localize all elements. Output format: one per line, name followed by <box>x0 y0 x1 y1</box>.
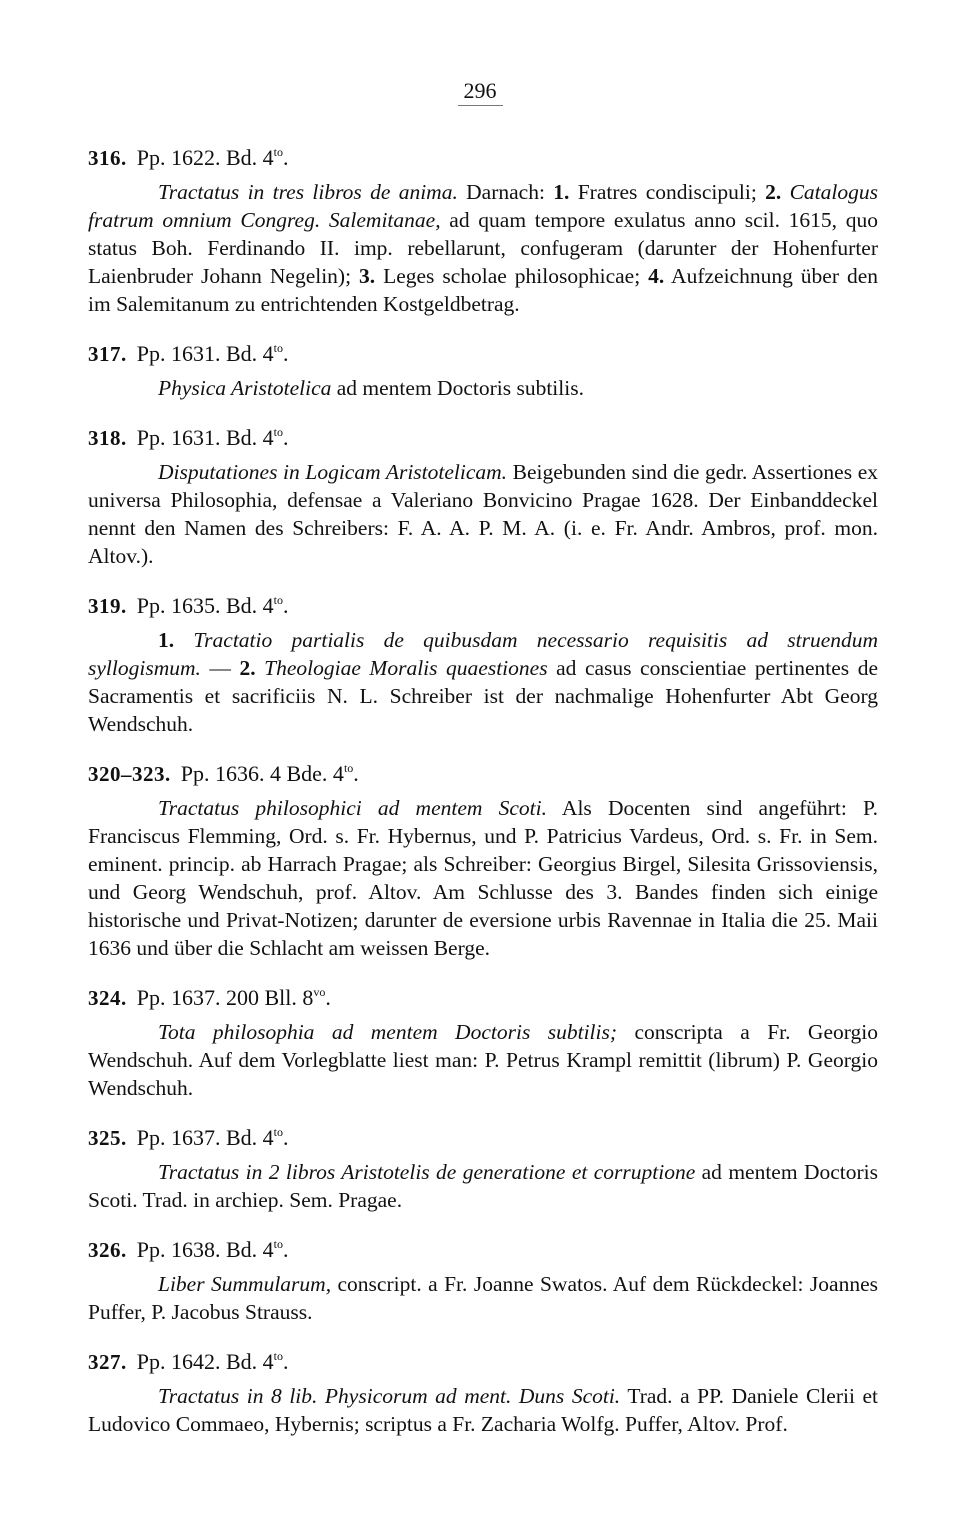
catalog-entry <box>88 1342 878 1438</box>
entry-format: Pp. 1622. Bd. 4 <box>136 145 274 170</box>
entry-format-end: . <box>283 1125 289 1150</box>
entry-number: 325. <box>88 1126 127 1150</box>
catalog-entry <box>88 1230 878 1326</box>
catalog-entry <box>88 586 878 738</box>
entry-title-italic: Tractatus in tres libros de anima. <box>158 180 458 204</box>
entry-text <box>174 628 193 652</box>
entry-format: Pp. 1637. Bd. 4 <box>136 1125 274 1150</box>
entry-item-number: 1. <box>553 180 570 204</box>
entry-format-end: . <box>283 341 289 366</box>
entry-title-italic: Theologiae Moralis quaestiones <box>264 656 548 680</box>
entry-text: ad casus conscientiae pertinentes de Sacramentis et sacrificiis N. L. Schreiber ist der nachmalige Hohenfurter Abt Georg Wendschuh. <box>88 656 879 736</box>
entry-title-italic: Tractatus in 8 lib. Physicorum ad ment. Duns Scoti. <box>158 1384 621 1408</box>
entry-format-superscript: to <box>273 425 284 439</box>
entry-item-number: 2. <box>239 656 256 680</box>
entry-format-end: . <box>283 593 289 618</box>
entry-format-end: . <box>283 1237 289 1262</box>
entry-text <box>781 180 789 204</box>
entry-description <box>88 374 878 402</box>
entry-number: 317. <box>88 342 127 366</box>
entry-description <box>88 1018 878 1102</box>
entry-description <box>88 794 878 962</box>
entry-format-superscript: to <box>273 145 284 159</box>
entry-text: Darnach: <box>457 180 554 204</box>
entry-format-superscript: to <box>273 1125 284 1139</box>
entry-description <box>88 626 878 738</box>
entry-format: Pp. 1636. 4 Bde. 4 <box>180 761 344 786</box>
entry-text: conscripta a Fr. Georgio Wendschuh. Auf dem Vorlegblatte liest man: P. Petrus Krampl remittit (librum) P. Georgio Wendschuh. <box>88 1020 878 1100</box>
entry-text: Aufzeichnung über den im Salemitanum zu entrichtenden Kostgeldbetrag. <box>88 264 878 316</box>
entry-format-superscript: to <box>273 1237 284 1251</box>
entry-heading <box>88 978 878 1012</box>
entry-text: ad quam tempore exulatus anno scil. 1615, quo status Boh. Ferdinando II. imp. rebellarunt, confugeram (darunter der Hohenfurter Laienbruder Johann Negelin); <box>88 208 878 288</box>
entry-format-end: . <box>283 425 289 450</box>
entry-format-end: . <box>283 145 289 170</box>
entry-format-end: . <box>283 1349 289 1374</box>
entry-item-number: 1. <box>158 628 175 652</box>
entry-item-number: 4. <box>648 264 665 288</box>
entry-format-end: . <box>353 761 359 786</box>
entry-description <box>88 1158 878 1214</box>
entry-text: Trad. a PP. Daniele Clerii et Ludovico Commaeo, Hybernis; scriptus a Fr. Zacharia Wolfg. Puffer, Altov. Prof. <box>88 1384 878 1436</box>
entry-number: 320–323. <box>88 762 171 786</box>
catalog-entry <box>88 754 878 962</box>
entry-title-italic: Tractatus philosophici ad mentem Scoti. <box>158 796 547 820</box>
entry-title-italic: Tractatio partialis de quibusdam necessario requisitis ad struendum syllogismum. <box>88 628 879 680</box>
entry-description <box>88 458 878 570</box>
catalog-entry <box>88 1118 878 1214</box>
entry-format-superscript: to <box>273 341 284 355</box>
catalog-entries <box>88 138 878 1454</box>
entry-text: Leges scholae philosophicae; <box>375 264 649 288</box>
entry-number: 326. <box>88 1238 127 1262</box>
entry-heading <box>88 586 878 620</box>
catalog-entry <box>88 978 878 1102</box>
catalog-entry <box>88 334 878 402</box>
entry-text: Beigebunden sind die gedr. Assertiones ex universa Philosophia, defensae a Valeriano Bonvicino Pragae 1628. Der Einbanddeckel nennt den Namen des Schreibers: F. A. A. P. M. A. (i. e. Fr. Andr. Ambros, prof. mon. Altov.). <box>88 460 878 568</box>
entry-heading <box>88 1118 878 1152</box>
entry-description <box>88 1382 878 1438</box>
entry-format-superscript: to <box>273 593 284 607</box>
entry-item-number: 3. <box>359 264 376 288</box>
entry-description <box>88 178 878 318</box>
entry-text: conscript. a Fr. Joanne Swatos. Auf dem Rückdeckel: Joannes Puffer, P. Jacobus Strauss. <box>88 1272 878 1324</box>
entry-text: ad mentem Doctoris Scoti. Trad. in archiep. Sem. Pragae. <box>88 1160 879 1212</box>
entry-number: 319. <box>88 594 127 618</box>
catalog-entry <box>88 138 878 318</box>
entry-heading <box>88 1342 878 1376</box>
entry-heading <box>88 138 878 172</box>
entry-item-number: 2. <box>765 180 782 204</box>
entry-heading <box>88 1230 878 1264</box>
entry-text <box>256 656 265 680</box>
entry-title-italic: Disputationes in Logicam Aristotelicam. <box>158 460 508 484</box>
entry-title-italic: Tractatus in 2 libros Aristotelis de generatione et corruptione <box>158 1160 696 1184</box>
page-number <box>0 78 960 106</box>
catalog-entry <box>88 418 878 570</box>
entry-title-italic: Tota philosophia ad mentem Doctoris subtilis; <box>158 1020 618 1044</box>
entry-description <box>88 1270 878 1326</box>
entry-text: Fratres condiscipuli; <box>569 180 766 204</box>
entry-format-superscript: vo <box>313 985 326 999</box>
entry-heading <box>88 334 878 368</box>
entry-text: — <box>200 656 240 680</box>
entry-text: ad mentem Doctoris subtilis. <box>331 376 584 400</box>
entry-number: 316. <box>88 146 127 170</box>
entry-format: Pp. 1638. Bd. 4 <box>136 1237 274 1262</box>
entry-format: Pp. 1635. Bd. 4 <box>136 593 274 618</box>
entry-format: Pp. 1637. 200 Bll. 8 <box>136 985 314 1010</box>
entry-heading <box>88 418 878 452</box>
entry-format-end: . <box>325 985 331 1010</box>
entry-format: Pp. 1631. Bd. 4 <box>136 425 274 450</box>
entry-number: 324. <box>88 986 127 1010</box>
entry-format-superscript: to <box>273 1349 284 1363</box>
entry-number: 327. <box>88 1350 127 1374</box>
entry-title-italic: Liber Summularum, <box>158 1272 332 1296</box>
entry-text: Als Docenten sind angeführt: P. Franciscus Flemming, Ord. s. Fr. Hybernus, und P. Patricius Vardeus, Ord. s. Fr. in Sem. eminent. princip. ab Harrach Pragae; als Schreiber: Georgius Birgel, Silesita Grissoviensis, und Georg Wendschuh, prof. Altov. Am Schlusse des 3. Bandes finden sich einige historische und Privat-Notizen; darunter de eversione urbis Ravennae in Italia die 25. Maii 1636 und über die Schlacht am weissen Berge. <box>88 796 878 960</box>
entry-title-italic: Catalogus fratrum omnium Congreg. Salemitanae, <box>88 180 878 232</box>
entry-title-italic: Physica Aristotelica <box>158 376 332 400</box>
entry-format: Pp. 1642. Bd. 4 <box>136 1349 274 1374</box>
page-number-text: 296 <box>458 78 503 106</box>
entry-format-superscript: to <box>343 761 354 775</box>
entry-heading <box>88 754 878 788</box>
entry-number: 318. <box>88 426 127 450</box>
entry-format: Pp. 1631. Bd. 4 <box>136 341 274 366</box>
